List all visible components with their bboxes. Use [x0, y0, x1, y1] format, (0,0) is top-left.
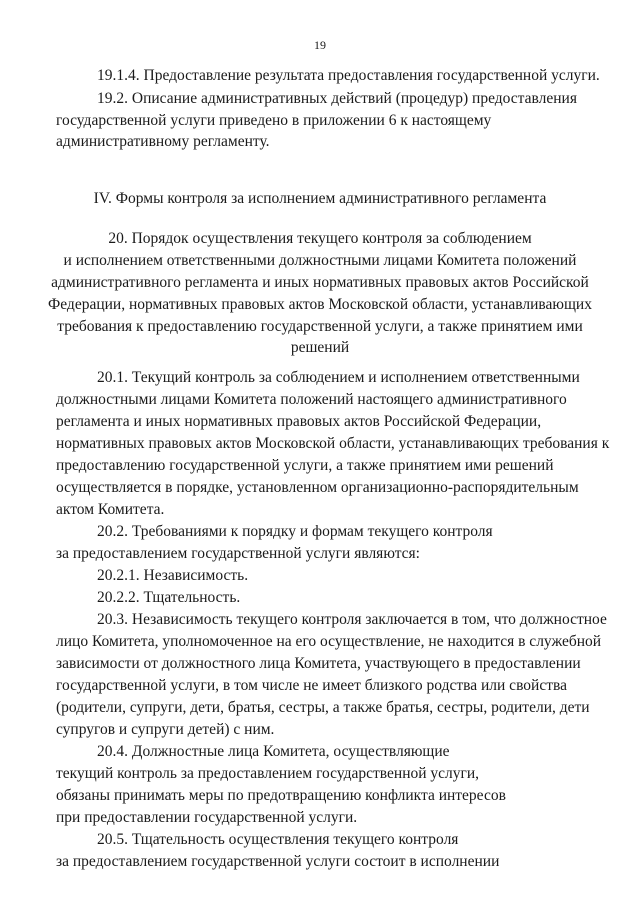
subsection-heading-line: и исполнением ответственными должностными лицами Комитета положений	[63, 252, 577, 269]
paragraph-line: 20.2. Требованиями к порядку и формам текущего контроля	[97, 523, 493, 540]
subsection-heading-line: административного регламента и иных нормативных правовых актов Российской	[51, 274, 589, 291]
paragraph-line: 20.2.1. Независимость.	[97, 567, 249, 584]
paragraph-line: предоставлению государственной услуги, а также принятием ими решений	[56, 457, 554, 474]
paragraph-line: 20.5. Тщательность осуществления текущего контроля	[97, 831, 459, 848]
paragraph-line: обязаны принимать меры по предотвращению конфликта интересов	[56, 787, 506, 804]
section-title: IV. Формы контроля за исполнением административного регламента	[93, 190, 547, 207]
paragraph-line: (родители, супруги, дети, братья, сестры, а также братья, сестры, родители, дети	[56, 699, 590, 716]
paragraph-line: нормативных правовых актов Московской области, устанавливающих требования к	[56, 435, 610, 452]
paragraph-line: 20.2.2. Тщательность.	[97, 589, 241, 606]
paragraph-line: 20.1. Текущий контроль за соблюдением и исполнением ответственными	[97, 369, 580, 386]
paragraph-line: должностными лицами Комитета положений настоящего административного	[56, 391, 567, 408]
paragraph-line: зависимости от должностного лица Комитета, участвующего в предоставлении	[56, 655, 581, 672]
paragraph-line: лицо Комитета, уполномоченное на его осуществление, не находится в служебной	[56, 633, 602, 650]
subsection-heading-line: решений	[290, 339, 350, 356]
paragraph-line: супругов и супруги детей) с ним.	[56, 721, 275, 738]
paragraph-line: за предоставлением государственной услуги являются:	[56, 545, 420, 562]
paragraph-line: за предоставлением государственной услуги состоит в исполнении	[56, 853, 500, 870]
page-number: 19	[314, 38, 326, 52]
paragraph-line: государственной услуги приведено в приложении 6 к настоящему	[56, 112, 492, 129]
paragraph-line: регламента и иных нормативных правовых актов Российской Федерации,	[56, 413, 542, 430]
paragraph-line: 20.4. Должностные лица Комитета, осуществляющие	[97, 743, 450, 760]
paragraph-line: при предоставлении государственной услуги.	[56, 809, 358, 826]
subsection-heading-line: Федерации, нормативных правовых актов Московской области, устанавливающих	[48, 296, 592, 313]
paragraph-line: административному регламенту.	[56, 133, 270, 150]
paragraph-line: 19.1.4. Предоставление результата предоставления государственной услуги.	[97, 67, 600, 84]
subsection-heading-line: требования к предоставлению государственной услуги, а также принятием ими	[57, 318, 583, 335]
paragraph-line: 19.2. Описание административных действий (процедур) предоставления	[97, 90, 577, 107]
paragraph-line: государственной услуги, в том числе не имеет близкого родства или свойства	[56, 677, 567, 694]
paragraph-line: актом Комитета.	[56, 501, 165, 518]
paragraph-line: осуществляется в порядке, установленном организационно-распорядительным	[56, 479, 579, 496]
subsection-heading-line: 20. Порядок осуществления текущего контроля за соблюдением	[108, 230, 532, 247]
paragraph-line: 20.3. Независимость текущего контроля заключается в том, что должностное	[97, 611, 607, 628]
paragraph-line: текущий контроль за предоставлением государственной услуги,	[56, 765, 480, 782]
